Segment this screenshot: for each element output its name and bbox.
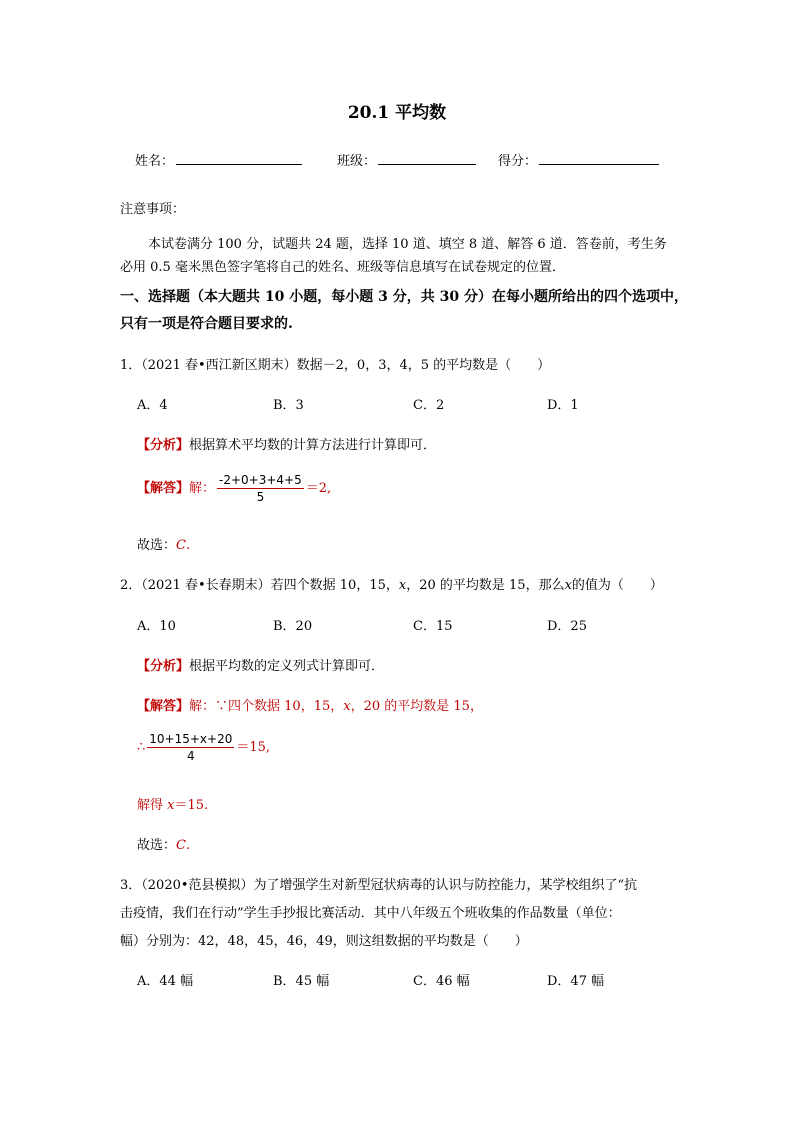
q1-analysis bbox=[137, 434, 436, 453]
q3-stem-line-3: 幅）分别为：42，48，45，46，49，则这组数据的平均数是（ ） bbox=[120, 934, 528, 949]
q1-option-b[interactable]: B．3 bbox=[273, 398, 304, 413]
q1-answer-result: ＝2, bbox=[305, 481, 332, 496]
q1-analysis-label: 【分析】 bbox=[137, 438, 190, 453]
q2-fraction-numerator: 10+15+x+20 bbox=[149, 732, 233, 746]
q2-choice bbox=[137, 834, 190, 853]
q2-answer bbox=[137, 695, 483, 714]
score-field bbox=[498, 150, 659, 169]
q3-option-c[interactable]: C．46 幅 bbox=[413, 974, 470, 989]
q3-option-b[interactable]: B．45 幅 bbox=[273, 974, 330, 989]
q1-choice bbox=[137, 534, 190, 553]
q2-stem-x2: x bbox=[564, 578, 572, 593]
q2-stem-b: ，20 的平均数是 15，那么 bbox=[406, 578, 565, 593]
q2-solve-result: ＝15. bbox=[174, 798, 209, 813]
name-label: 姓名： bbox=[135, 154, 175, 169]
q2-fraction bbox=[147, 732, 234, 763]
notes-heading: 注意事项： bbox=[120, 202, 186, 217]
q2-analysis bbox=[137, 655, 384, 674]
q1-choice-suffix: . bbox=[185, 538, 191, 553]
q2-option-c[interactable]: C．15 bbox=[413, 619, 453, 634]
q2-option-b[interactable]: B．20 bbox=[273, 619, 313, 634]
q2-solve bbox=[137, 794, 208, 813]
q2-stem-c: 的值为（ ） bbox=[571, 578, 663, 593]
class-label: 班级： bbox=[337, 154, 377, 169]
q1-fraction-numerator: -2+0+3+4+5 bbox=[219, 473, 302, 487]
q2-answer-a: ∵四个数据 10，15， bbox=[215, 699, 344, 714]
q1-option-d[interactable]: D．1 bbox=[547, 398, 579, 413]
section-heading-line-2: 只有一项是符合题目要求的. bbox=[120, 316, 293, 332]
class-field bbox=[337, 150, 476, 169]
q1-analysis-text: 根据算术平均数的计算方法进行计算即可． bbox=[189, 438, 437, 453]
q1-option-c[interactable]: C．2 bbox=[413, 398, 445, 413]
q1-fraction-denominator: 5 bbox=[256, 490, 265, 504]
q2-solve-prefix: 解得 bbox=[137, 798, 168, 813]
q1-answer bbox=[137, 473, 331, 504]
q2-solve-var: x bbox=[167, 798, 175, 813]
q2-answer-prefix: 解： bbox=[189, 699, 216, 714]
q2-stem-a: 2．（2021 春•长春期末）若四个数据 10，15， bbox=[120, 578, 399, 593]
q2-fraction-denominator: 4 bbox=[187, 749, 195, 763]
page-title: 20.1 平均数 bbox=[347, 103, 447, 123]
q2-analysis-label: 【分析】 bbox=[137, 659, 190, 674]
q1-option-a[interactable]: A．4 bbox=[137, 398, 168, 413]
q2-equation bbox=[137, 732, 270, 763]
q2-eq-result: ＝15, bbox=[236, 740, 271, 755]
name-field bbox=[135, 150, 302, 169]
class-blank[interactable] bbox=[378, 152, 476, 165]
q1-choice-value: C bbox=[176, 538, 186, 553]
q2-answer-x: x bbox=[343, 699, 351, 714]
q2-choice-value: C bbox=[176, 838, 186, 853]
q2-stem bbox=[120, 574, 663, 593]
notes-line-2: 必用 0.5 毫米黑色签字笔将自己的姓名、班级等信息填写在试卷规定的位置． bbox=[120, 260, 565, 275]
q2-therefore: ∴ bbox=[137, 740, 146, 755]
q1-answer-label: 【解答】 bbox=[137, 481, 190, 496]
notes-line-1: 本试卷满分 100 分，试题共 24 题，选择 10 道、填空 8 道、解答 6 道．答卷前，考生务 bbox=[148, 237, 667, 252]
q2-option-d[interactable]: D．25 bbox=[547, 619, 587, 634]
q1-stem: 1．（2021 春•西江新区期末）数据－2，0，3，4，5 的平均数是（ ） bbox=[120, 358, 551, 373]
q2-analysis-text: 根据平均数的定义列式计算即可． bbox=[189, 659, 385, 674]
q2-option-a[interactable]: A．10 bbox=[137, 619, 176, 634]
score-label: 得分： bbox=[498, 154, 538, 169]
q2-stem-x1: x bbox=[398, 578, 407, 593]
q2-answer-label: 【解答】 bbox=[137, 699, 190, 714]
q3-option-a[interactable]: A．44 幅 bbox=[137, 974, 194, 989]
q2-answer-b: ，20 的平均数是 15， bbox=[350, 699, 483, 714]
q1-fraction bbox=[217, 473, 304, 504]
score-blank[interactable] bbox=[539, 152, 659, 165]
q3-stem-line-2: 击疫情，我们在行动”学生手抄报比赛活动．其中八年级五个班收集的作品数量（单位： bbox=[120, 906, 621, 921]
q2-choice-suffix: . bbox=[185, 838, 191, 853]
q1-answer-prefix: 解： bbox=[189, 481, 216, 496]
q3-stem-line-1: 3．（2020•范县模拟）为了增强学生对新型冠状病毒的认识与防控能力，某学校组织了“抗 bbox=[120, 878, 638, 893]
section-heading-line-1: 一、选择题（本大题共 10 小题，每小题 3 分，共 30 分）在每小题所给出的四个选项中， bbox=[120, 289, 688, 305]
name-blank[interactable] bbox=[176, 152, 302, 165]
q3-option-d[interactable]: D．47 幅 bbox=[547, 974, 605, 989]
q1-choice-prefix: 故选： bbox=[137, 538, 177, 553]
q2-choice-prefix: 故选： bbox=[137, 838, 177, 853]
